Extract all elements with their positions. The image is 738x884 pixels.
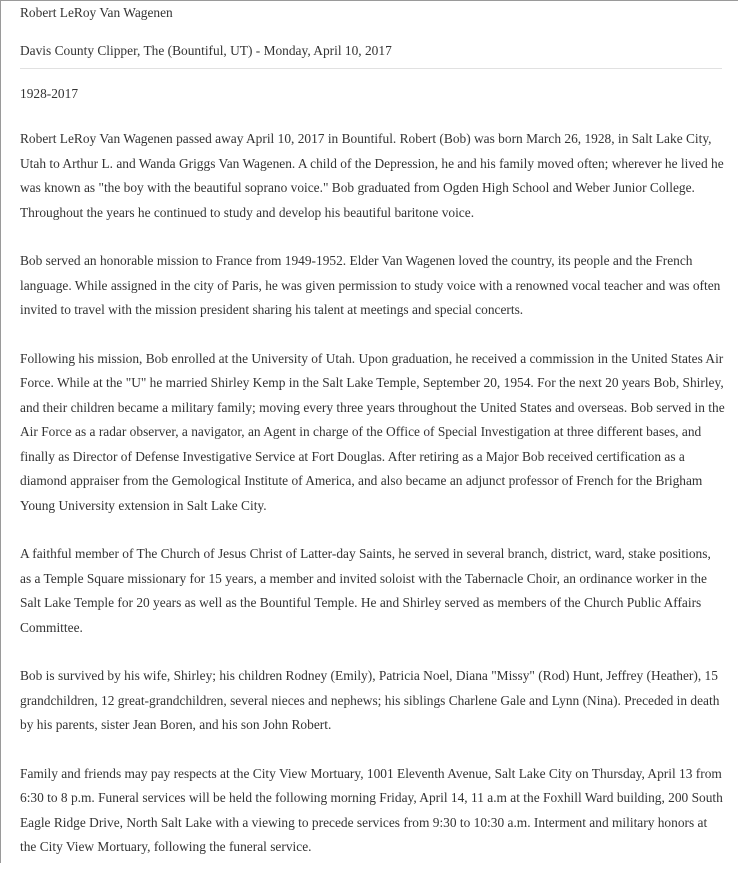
paragraph-mission: Bob served an honorable mission to France from 1949-1952. Elder Van Wagenen loved the country, its people and the French language. While assigned in the city of Paris, he was given permission to study voice with a renowned vocal teacher and was often invited to travel with the mission president sharing his talent at meetings and special concerts. xyxy=(20,253,721,317)
life-years: 1928-2017 xyxy=(20,86,79,101)
paragraph-career: Following his mission, Bob enrolled at the University of Utah. Upon graduation, he received a commission in the United States Air Force. While at the "U" he married Shirley Kemp in the Salt Lake Temple, September 20, 1954. For the next 20 years Bob, Shirley, and their children became a military family; moving every three years throughout the United States and overseas. Bob served in the Air Force as a radar observer, a navigator, an Agent in charge of the Office of Special Investigation at three different bases, and finally as Director of Defense Investigative Service at Fort Douglas. After retiring as a Major Bob received certification as a diamond appraiser from the Gemological Institute of America, and also became an adjunct professor of French for the Brigham Young University extension in Salt Lake City. xyxy=(20,350,725,513)
obituary-article xyxy=(20,0,725,884)
obituary-name: Robert LeRoy Van Wagenen xyxy=(20,5,173,20)
header-divider xyxy=(20,68,722,69)
obituary-body xyxy=(20,127,725,860)
paragraph-biography: Robert LeRoy Van Wagenen passed away April 10, 2017 in Bountiful. Robert (Bob) was born March 26, 1928, in Salt Lake City, Utah to Arthur L. and Wanda Griggs Van Wagenen. A child of the Depression, he and his family moved often; wherever he lived he was known as "the boy with the beautiful soprano voice." Bob graduated from Ogden High School and Weber Junior College. Throughout the years he continued to study and develop his beautiful baritone voice. xyxy=(20,131,724,220)
paragraph-church-service: A faithful member of The Church of Jesus Christ of Latter-day Saints, he served in several branch, district, ward, stake positions, as a Temple Square missionary for 15 years, a member and invited soloist with the Tabernacle Choir, an ordinance worker in the Salt Lake Temple for 20 years as well as the Bountiful Temple. He and Shirley served as members of the Church Public Affairs Committee. xyxy=(20,546,711,635)
publication-source: Davis County Clipper, The (Bountiful, UT) - Monday, April 10, 2017 xyxy=(20,43,392,58)
left-border xyxy=(0,0,1,863)
paragraph-survivors: Bob is survived by his wife, Shirley; his children Rodney (Emily), Patricia Noel, Diana "Missy" (Rod) Hunt, Jeffrey (Heather), 15 grandchildren, 12 great-grandchildren, several nieces and nephews; his siblings Charlene Gale and Lynn (Nina). Preceded in death by his parents, sister Jean Boren, and his son John Robert. xyxy=(20,668,720,732)
paragraph-services: Family and friends may pay respects at the City View Mortuary, 1001 Eleventh Avenue, Salt Lake City on Thursday, April 13 from 6:30 to 8 p.m. Funeral services will be held the following morning Friday, April 14, 11 a.m at the Foxhill Ward building, 200 South Eagle Ridge Drive, North Salt Lake with a viewing to precede services from 9:30 to 10:30 a.m. Interment and military honors at the City View Mortuary, following the funeral service. xyxy=(20,765,723,854)
